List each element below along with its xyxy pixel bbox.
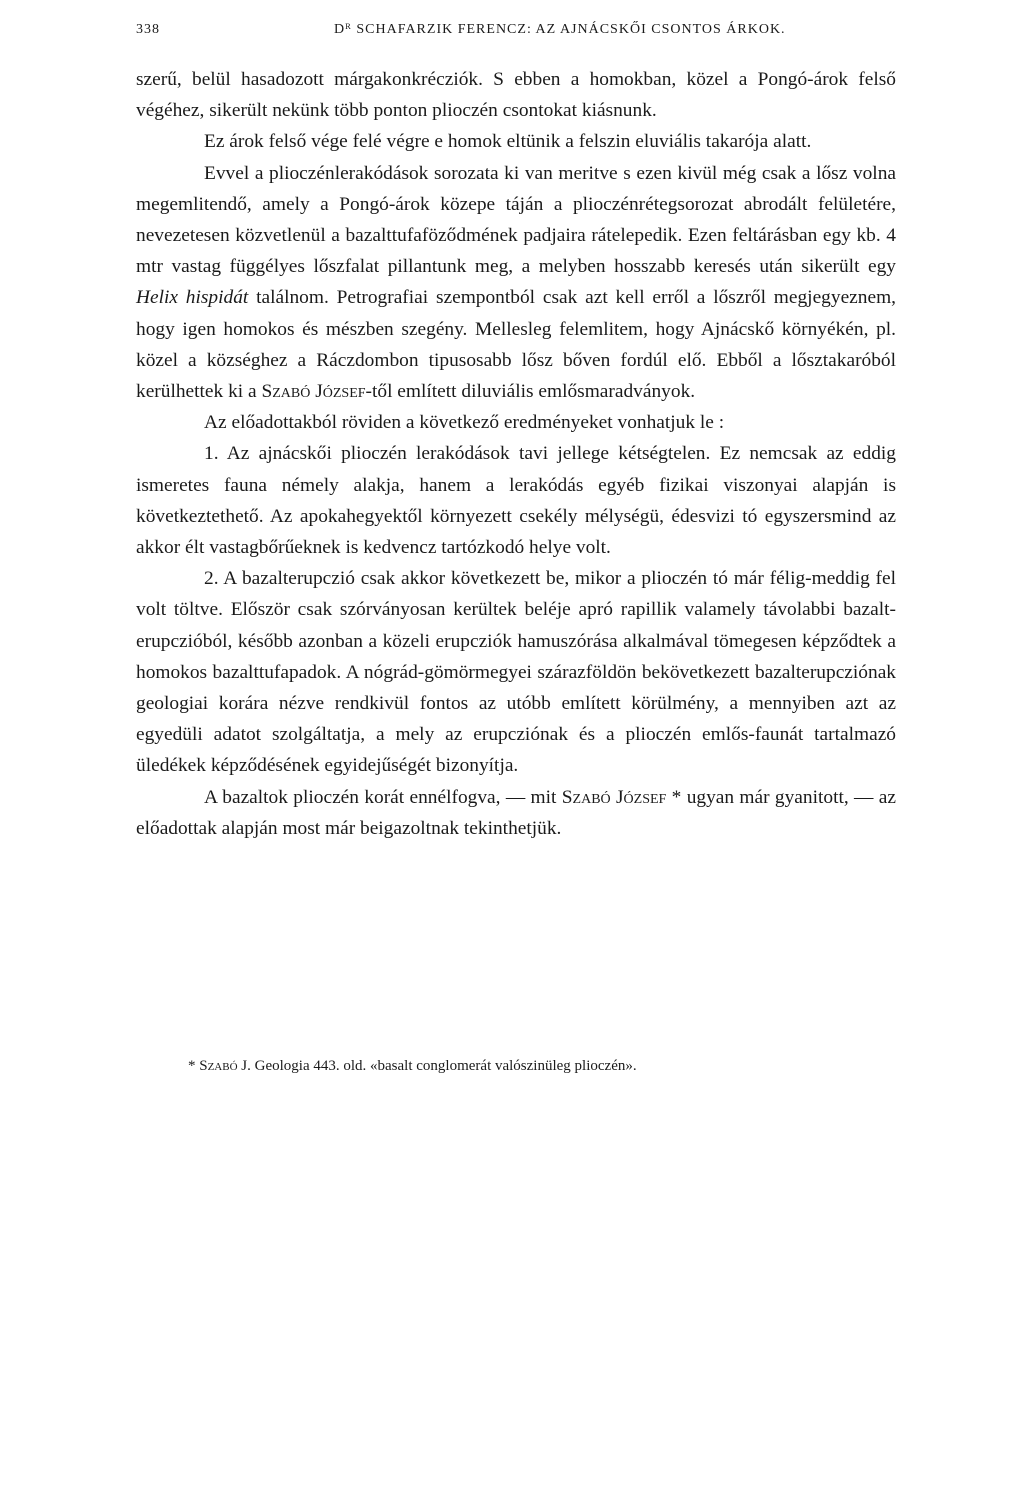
species-name: Helix hispidát	[136, 287, 249, 309]
paragraph-3-text-a: Evvel a plioczénlerakódások sorozata ki van meritve s ezen kivül még csak a lősz volna megemlitendő, amely a Pongó-árok közepe táján a plioczénrétegsorozat abrodált felületére, nevezetesen közvetlenül a bazalttufaföződmének padjaira rátelepedik. Ezen feltárásban egy kb. 4 mtr vastag függélyes lőszfalat pillantunk meg, a melyben hosszabb keresés után sikerült egy	[136, 162, 896, 278]
paragraph-7-text-b: * ugyan már gyanitott, — az előadottak alapján most már beigazoltnak tekinthetjük.	[136, 786, 896, 839]
paragraph-4: Az előadottakból röviden a következő eredményeket vonhatjuk le :	[204, 412, 725, 434]
paragraph-5: 1. Az ajnácskői plioczén lerakódások tavi jellege kétségtelen. Ez nemcsak az eddig ismeretes fauna némely alakja, hanem a lerakódás egyéb fizikai viszonyai alapján is következtethető. Az apokahegyektől környezett csekély mélységü, édesvizi tó egyszersmind az akkor élt vastagbőrűeknek is kedvencz tartózkodó helye volt.	[136, 443, 896, 559]
author-name: Szabó József	[261, 381, 366, 403]
paragraph-3-text-b: találnom. Petrografiai szempontból csak azt kell erről a lőszről megjegyeznem, hogy igen homokos és mészben szegény. Mellesleg felemlitem, hogy Ajnácskő környékén, pl. közel a községhez a Ráczdombon tipusosabb lősz bőven fordúl elő. Ebből a lősztakaróból kerülhettek ki a	[136, 287, 897, 403]
paragraph-3	[136, 158, 896, 408]
running-head	[118, 22, 896, 46]
running-title: Dᴿ SCHAFARZIK FERENCZ: AZ AJNÁCSKŐI CSONTOS ÁRKOK.	[334, 22, 786, 37]
paragraph-7-text-a: A bazaltok plioczén korát ennélfogva, — mit	[204, 786, 562, 808]
paragraph-1: szerű, belül hasadozott márgakonkrécziók. S ebben a homokban, közel a Pongó-árok felső végéhez, sikerült nekünk több ponton plioczén csontokat kiásnunk.	[136, 69, 896, 122]
page-number: 338	[136, 22, 160, 37]
author-name: Szabó József	[561, 786, 667, 808]
footnote-text: Geologia 443. old. «basalt conglomerát valószinüleg plioczén».	[254, 1058, 637, 1074]
footnote-marker: *	[188, 1058, 196, 1074]
footnote	[188, 1055, 908, 1077]
paragraph-7	[136, 782, 896, 844]
paragraph-6: 2. A bazalterupczió csak akkor következett be, mikor a plioczén tó már félig-meddig fel volt töltve. Először csak szórványosan kerültek beléje apró rapillik valamely távolabbi bazalt-erupczióból, később azonban a közeli erupcziók hamuszórása alkalmával tömegesen képződtek a homokos bazalttufapadok. A nógrád-gömörmegyei szárazföldön bekövetkezett bazalterupcziónak geologiai korára nézve rendkivül fontos az utóbb említett körülmény, a mennyiben azt az egyedüli adatot szolgáltatja, a mely az erupcziónak és a plioczén emlős-faunát tartalmazó üledékek képződésének egyidejűségét bizonyítja.	[136, 568, 896, 777]
paragraph-2: Ez árok felső vége felé végre e homok eltünik a felszin eluviális takarója alatt.	[204, 131, 812, 153]
footnote-author: Szabó J.	[199, 1058, 251, 1074]
body-text	[136, 64, 896, 844]
paragraph-3-text-c: -től említett diluviális emlősmaradványok.	[365, 381, 696, 403]
